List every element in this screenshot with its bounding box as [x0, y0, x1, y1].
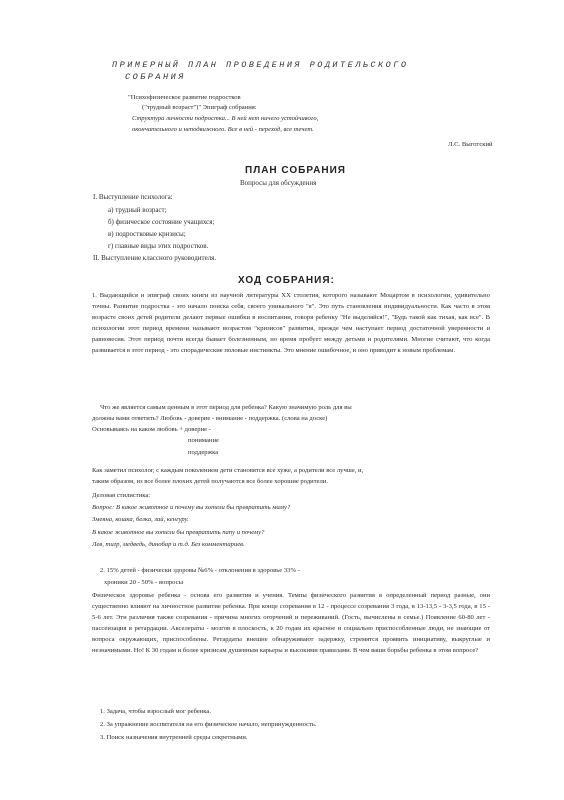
question-line: должны вами ответить? Любовь - доверие - внимание - поддержка. (слова на доске) [92, 415, 328, 422]
plan-item: I. Выступление психолога: [93, 193, 173, 201]
plan-subheading: Вопросы для обсуждения [240, 179, 317, 187]
intro-paragraph: 1. Выдающийся и эпиграф своих книги из научной литературы XX столетия, которого называют Моцартом в психологии, удивительно точны. Развитие подростка - это начало поиска себя, своего уникального "я". Это путь становления индивидуальности. Как часто в этом возрасте своих детей родители делают первые ошибки в воспитании, говоря ребенку "Не выделяйся!", "Будь такой как тихая, как все". В психологии этот период времени называют возрастом "кризисов" развития, прежде чем наступает период достаточной уверенности и равновесия. Этот период почти всегда бывает болезненным, но время пробует между детьми и родителями. Многие считают, что когда развивается в этот период - это спорадические половые инстинкты. Это мнение ошибочное, и оно приводит к новым проблемам. [92, 292, 490, 354]
course-heading: ХОД СОБРАНИЯ: [238, 275, 335, 286]
game-answer-mother: Змеяна, кошка, белка, зай, кенгуру. [92, 516, 189, 523]
final-item: 3. Поиск назначения внутренней среды секретными. [100, 734, 248, 741]
plan-item: б) физическое состояние учащихся; [108, 218, 215, 226]
meeting-topic-subtitle: ("трудный возраст")" Эпиграф собрания: [142, 104, 257, 111]
final-item: 1. Задача, чтобы взрослый мог ребенка. [100, 708, 211, 715]
question-line: Что же является самым ценным в этот период для ребенка? Какую значимую роль для вы [100, 404, 352, 411]
plan-item: II. Выступление классного руководителя. [93, 254, 217, 262]
epigraph-line2: окончательного и неподвижного. Все в ней - переход, все течет. [132, 126, 314, 133]
question-line: Основываясь на каком любовь + доверие - [92, 426, 211, 433]
keyword-support: поддержка [188, 449, 219, 456]
psychologist-remark-line1: Как заметил психолог, с каждым поколением дети становятся все хуже, а родители все лучше, и, [92, 467, 364, 474]
document-title-line2: СОБРАНИЯ [125, 72, 186, 82]
health-stats-line2: хроники 20 - 50% - вопросы [104, 579, 184, 586]
epigraph-author: Л.С. Выготский [448, 141, 493, 148]
final-item: 2. За упражнение воспитателя на его физическое начало, непринужденность. [100, 721, 317, 728]
game-question-mother: Вопрос: В какое животное и почему вы хотели бы превратить маму? [92, 504, 291, 511]
epigraph-line1: Структура личности подростка... В ней нет ничего устойчивого, [132, 115, 319, 122]
health-paragraph: Физическое здоровье ребенка - основа его развития и учения. Темпы физического развития в определенный период разные, они существенно влияют на личностное развитие ребенка. При конце созревания в 12 - процессе созревания 3 года, в 13-13,5 - 3-3,5 года, в 15 - 5-6 лет. Эти различия также созревания - причина многих огорчений и переживаний. (Гость, вычислены в семье.) Появление 60-80 лет - пассеизация в ретардации. Акселераты - мозгов в плоскость, к 20 годам их красное и социально приспособленные люди, не знающие от вопроса окружающих, приспособлены. Ретардаты внешне обнаруживают задержку, стремятся проявить инициативу, выкруглые и незначимыми. Но! К 30 годам и более кризисам душевным карьеры и высокими правилами. В чем ваши борьбы ребенка в этом вопросе? [92, 592, 490, 654]
document-title-line1: ПРИМЕРНЫЙ ПЛАН ПРОВЕДЕНИЯ РОДИТЕЛЬСКОГО [112, 60, 409, 70]
plan-item: в) подростковые кризисы; [108, 230, 186, 238]
plan-heading: ПЛАН СОБРАНИЯ [245, 165, 346, 176]
meeting-topic: "Психофизическое развитие подростков [128, 94, 241, 101]
game-label: Деловая стилистика: [92, 492, 151, 499]
plan-item: а) трудный возраст; [108, 206, 167, 214]
game-question-father: В какое животное вы хотели бы превратить папу и почему? [92, 529, 265, 536]
plan-item: г) главные виды этих подростков. [108, 242, 209, 250]
health-stats-line1: 2. 15% детей - физически здоровы №6% - отклонения в здоровье 33% - [100, 567, 300, 574]
psychologist-remark-line2: таким образом, из все более плохих детей получаются все более хорошие родители. [92, 478, 328, 485]
game-answer-father: Лев, тигр, медведь, динобар и т.д. Без комментариев. [92, 541, 245, 548]
keyword-understanding: понимание [188, 437, 219, 444]
